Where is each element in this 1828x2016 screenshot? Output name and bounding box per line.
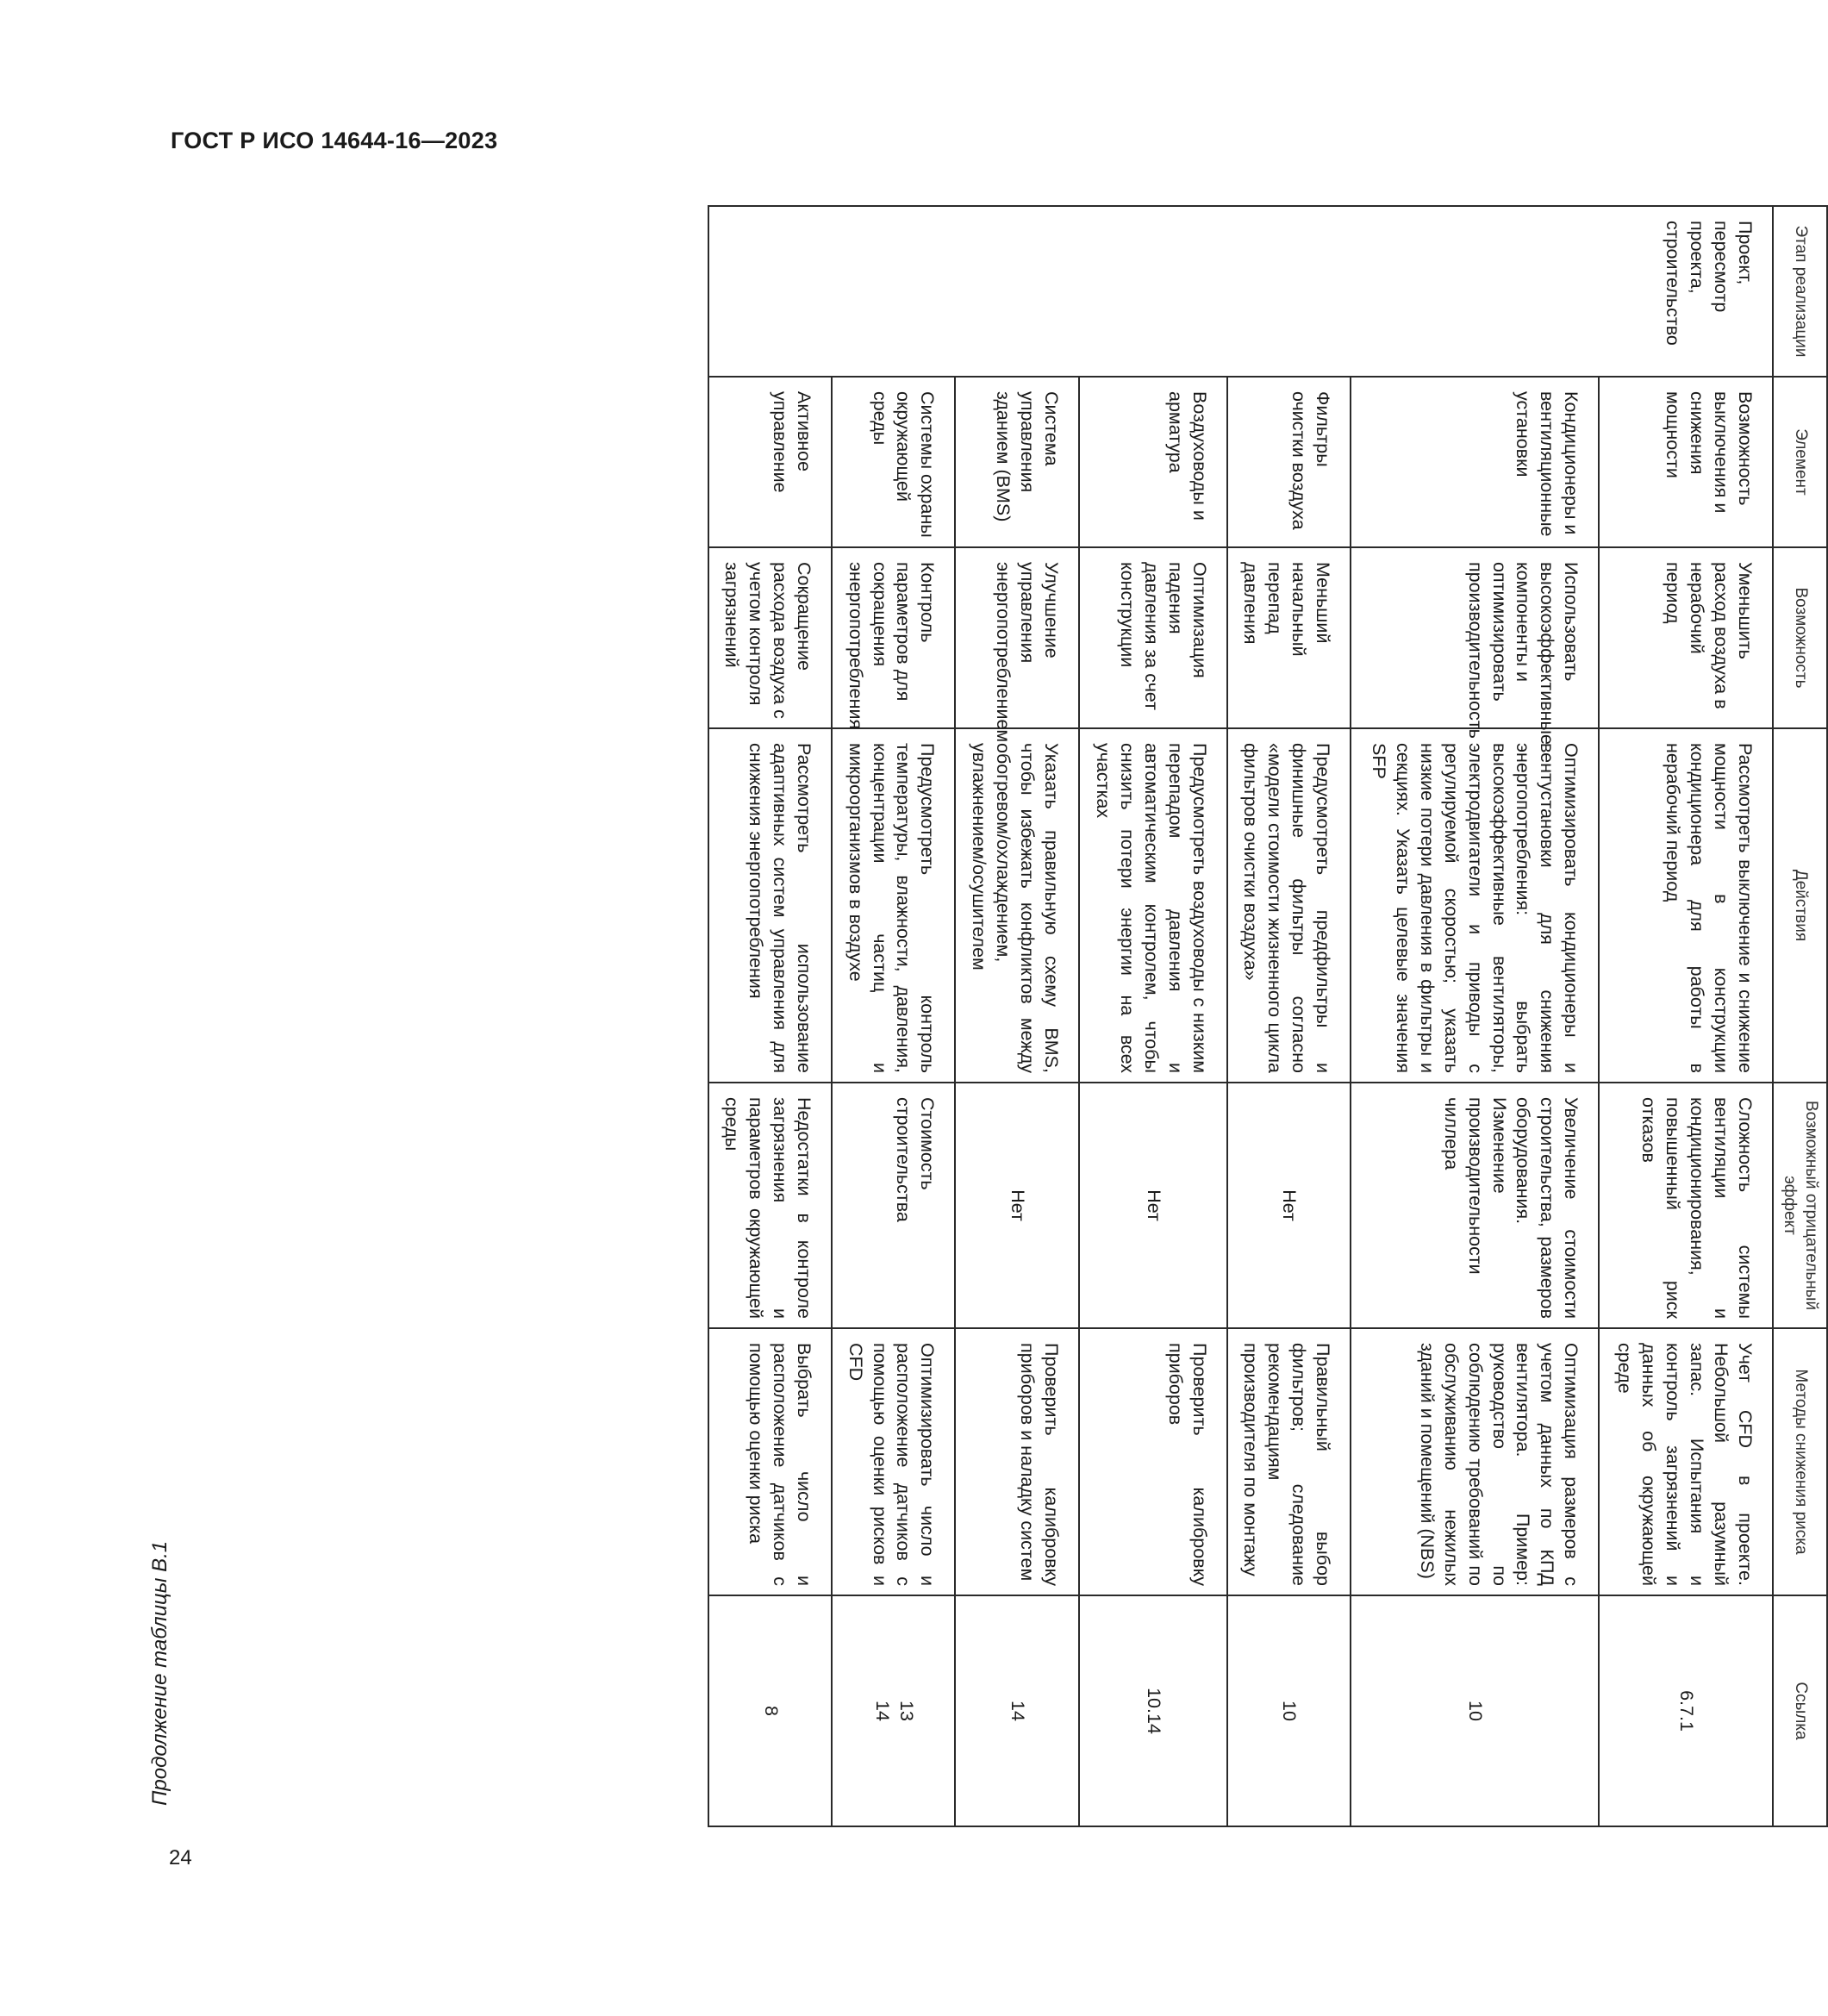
table-caption: Продолжение таблицы В.1 [148, 1540, 172, 1806]
reference-cell: 8 [708, 1595, 832, 1826]
header-element: Элемент [1773, 377, 1827, 547]
negative-effect-cell: Сложность системы вентиляции и кондиционирования, повышенный риск отказов [1599, 1083, 1772, 1328]
header-opportunity: Возможность [1773, 547, 1827, 728]
header-reference: Ссылка [1773, 1595, 1827, 1826]
actions-cell: Предусмотреть предфильтры и финишные фильтры согласно «модели стоимости жизненного цикла фильтров очистки воздуха» [1227, 728, 1351, 1083]
continuation-table-b1 [708, 205, 1828, 1827]
table-row [1351, 206, 1599, 1826]
risk-methods-cell: Проверить калибровку приборов [1079, 1328, 1227, 1595]
element-cell: Системы охраны окружающей среды [832, 377, 955, 547]
risk-methods-cell: Проверить калибровку приборов и наладку систем [955, 1328, 1078, 1595]
risk-methods-cell: Правильный выбор фильтров; следование рекомендациям производителя по монтажу [1227, 1328, 1351, 1595]
header-row [1773, 206, 1827, 1826]
table-row [1079, 206, 1227, 1826]
reference-cell: 14 [955, 1595, 1078, 1826]
negative-effect-cell: Увеличение стоимости строительства, размеров оборудования. Изменение производительности чиллера [1351, 1083, 1599, 1328]
header-stage: Этап реализации [1773, 206, 1827, 377]
actions-cell: Рассмотреть использование адаптивных систем управления для снижения энергопотребления [708, 728, 832, 1083]
reference-cell: 10 [1227, 1595, 1351, 1826]
negative-effect-cell: Нет [1227, 1083, 1351, 1328]
stage-cell-empty [1079, 206, 1227, 377]
opportunity-cell: Улучшение управления энергопотреблением [955, 547, 1078, 728]
element-cell: Фильтры очистки воздуха [1227, 377, 1351, 547]
actions-cell: Указать правильную схему BMS, чтобы избежать конфликтов между обогревом/охлаждением, увлажнением/осушителем [955, 728, 1078, 1083]
table-row [1227, 206, 1351, 1826]
element-cell: Воздуховоды и арматура [1079, 377, 1227, 547]
element-cell: Активное управление [708, 377, 832, 547]
actions-cell: Предусмотреть контроль температуры, влажности, давления, концентрации частиц и микроорганизмов в воздухе [832, 728, 955, 1083]
opportunity-cell: Уменьшить расход воздуха в нерабочий период [1599, 547, 1772, 728]
risk-methods-cell: Оптимизировать число и расположение датчиков с помощью оценки рисков и CFD [832, 1328, 955, 1595]
stage-cell-empty [1227, 206, 1351, 377]
element-cell: Возможность выключения и снижения мощности [1599, 377, 1772, 547]
opportunity-cell: Использовать высокоэффективные компоненты и оптимизировать производительность [1351, 547, 1599, 728]
reference-cell: 10 [1351, 1595, 1599, 1826]
stage-cell: Проект, пересмотр проекта, строительство [1599, 206, 1772, 377]
reference-cell: 10.14 [1079, 1595, 1227, 1826]
table-row [955, 206, 1078, 1826]
element-cell: Система управления зданием (BMS) [955, 377, 1078, 547]
negative-effect-cell: Нет [955, 1083, 1078, 1328]
negative-effect-cell: Стоимость строительства [832, 1083, 955, 1328]
rotated-table-container [708, 205, 1828, 1826]
reference-cell: 6.7.1 [1599, 1595, 1772, 1826]
header-risk-methods: Методы снижения риска [1773, 1328, 1827, 1595]
actions-cell: Предусмотреть воздуховоды с низким перепадом давления и автоматическим контролем, чтобы снизить потери энергии на всех участках [1079, 728, 1227, 1083]
opportunity-cell: Меньший начальный перепад давления [1227, 547, 1351, 728]
page-number: 24 [169, 1846, 192, 1869]
opportunity-cell: Оптимизация падения давления за счет конструкции [1079, 547, 1227, 728]
header-actions: Действия [1773, 728, 1827, 1083]
reference-cell: 13 14 [832, 1595, 955, 1826]
risk-methods-cell: Учет CFD в проекте. Небольшой разумный запас. Испытания и контроль загрязнений и данных об окружающей среде [1599, 1328, 1772, 1595]
stage-cell-empty [955, 206, 1078, 377]
actions-cell: Рассмотреть выключение и снижение мощности в конструкции кондиционера для работы в нерабочий период [1599, 728, 1772, 1083]
stage-cell-empty [1351, 206, 1599, 377]
header-negative-effect: Возможный отрицательный эффект [1773, 1083, 1827, 1328]
element-cell: Кондиционеры и вентиляционные установки [1351, 377, 1599, 547]
table-row [832, 206, 955, 1826]
opportunity-cell: Сокращение расхода воздуха с учетом контроля загрязнений [708, 547, 832, 728]
table-row [708, 206, 832, 1826]
risk-methods-cell: Выбрать число и расположение датчиков с помощью оценки риска [708, 1328, 832, 1595]
stage-cell-empty [708, 206, 832, 377]
risk-methods-cell: Оптимизация размеров с учетом данных по КПД вентилятора. Пример: руководство по соблюдению требований по обслуживанию нежилых зданий и помещений (NBS) [1351, 1328, 1599, 1595]
stage-cell-empty [832, 206, 955, 377]
actions-cell: Оптимизировать кондиционеры и вентустановки для снижения энергопотребления: выбрать высокоэффективные вентиляторы, электродвигатели и приводы с регулируемой скоростью; указать низкие потери давления в фильтры и секциях. Указать целевые значения SFP [1351, 728, 1599, 1083]
table-row [1599, 206, 1772, 1826]
document-title: ГОСТ Р ИСО 14644-16—2023 [171, 128, 498, 153]
opportunity-cell: Контроль параметров для сокращения энергопотребления [832, 547, 955, 728]
negative-effect-cell: Нет [1079, 1083, 1227, 1328]
negative-effect-cell: Недостатки в контроле загрязнения и параметров окружающей среды [708, 1083, 832, 1328]
